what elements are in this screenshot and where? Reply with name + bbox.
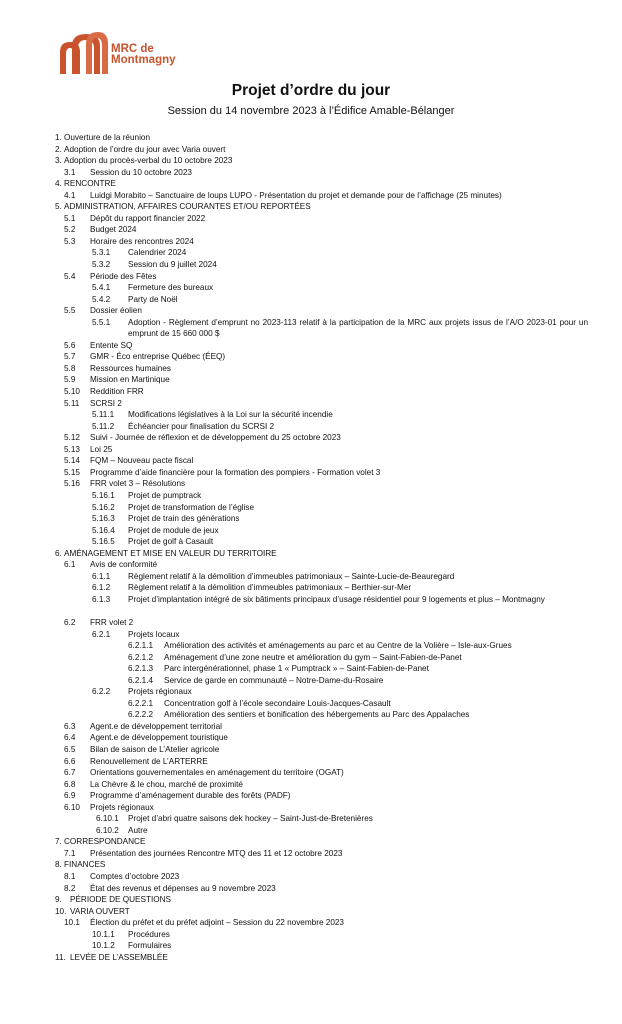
agenda-item-text: Projet d’abri quatre saisons dek hockey – Saint-Just-de-Bretenières bbox=[128, 814, 373, 824]
agenda-item-number: 5.3.1 bbox=[92, 248, 111, 258]
agenda-item bbox=[0, 894, 622, 906]
agenda-item-number: 5.16.5 bbox=[92, 537, 115, 547]
agenda-item bbox=[0, 836, 622, 848]
agenda-item bbox=[0, 883, 622, 895]
agenda-item-number: 5.11.1 bbox=[92, 410, 115, 420]
agenda-item-number: 3. bbox=[55, 156, 62, 166]
mrc-logo bbox=[58, 30, 188, 76]
agenda-item-text: Projet de golf à Casault bbox=[128, 537, 214, 547]
agenda-item bbox=[0, 675, 622, 687]
agenda-item-number: 6.7 bbox=[64, 768, 76, 778]
agenda-item-text: RENCONTRE bbox=[64, 179, 116, 189]
agenda-item bbox=[0, 906, 622, 918]
agenda-item bbox=[0, 213, 622, 225]
agenda-item-text: Adoption - Règlement d’emprunt no 2023-113 relatif à la participation de la MRC aux projets issus de l’A/O 2023-01 pour un emprunt de 15 660 000 $ bbox=[128, 317, 588, 339]
agenda-item bbox=[0, 144, 622, 156]
agenda-item-text: Session du 9 juillet 2024 bbox=[128, 260, 217, 270]
agenda-item bbox=[0, 490, 622, 502]
agenda-item bbox=[0, 224, 622, 236]
agenda-item bbox=[0, 663, 622, 675]
agenda-item-number: 5.10 bbox=[64, 387, 80, 397]
agenda-item-number: 5.5.1 bbox=[92, 317, 111, 327]
agenda-item bbox=[0, 767, 622, 779]
brand-line-2: Montmagny bbox=[111, 54, 176, 66]
agenda-item-text: Programme d’aménagement durable des forêts (PADF) bbox=[90, 791, 291, 801]
agenda-item bbox=[0, 848, 622, 860]
agenda-item-text: Adoption du procès-verbal du 10 octobre 2023 bbox=[64, 156, 233, 166]
agenda-item-text: Dossier éolien bbox=[90, 306, 142, 316]
agenda-item-text: Projet d’implantation intégré de six bâtiments principaux d’usage résidentiel pour 9 logements et plus – Montmagny bbox=[128, 594, 545, 604]
agenda-item-text: Fermeture des bureaux bbox=[128, 283, 214, 293]
agenda-item-number: 10.1 bbox=[64, 918, 80, 928]
agenda-item bbox=[0, 282, 622, 294]
agenda-item bbox=[0, 559, 622, 571]
agenda-item bbox=[0, 305, 622, 317]
agenda-item bbox=[0, 259, 622, 271]
agenda-item-number: 10.1.1 bbox=[92, 929, 115, 939]
agenda-item bbox=[0, 340, 622, 352]
agenda-item-number: 5.12 bbox=[64, 433, 80, 443]
agenda-item bbox=[0, 825, 622, 837]
agenda-item-text: Présentation des journées Rencontre MTQ des 11 et 12 octobre 2023 bbox=[90, 848, 343, 858]
agenda-item-number: 6.8 bbox=[64, 779, 76, 789]
agenda-item-text: Programme d’aide financière pour la formation des pompiers - Formation volet 3 bbox=[90, 467, 381, 477]
agenda-item bbox=[0, 813, 622, 825]
agenda-item-text: Amélioration des activités et aménagements au parc et au Centre de la Volière – Isle-aux-Grues bbox=[164, 641, 512, 651]
agenda-item-number: 6.10 bbox=[64, 802, 80, 812]
agenda-item-text: Projets régionaux bbox=[90, 802, 154, 812]
agenda-item-text: Adoption de l’ordre du jour avec Varia ouvert bbox=[64, 144, 226, 154]
agenda-item-number: 8.2 bbox=[64, 883, 76, 893]
agenda-item-text: Ressources humaines bbox=[90, 363, 172, 373]
agenda-item-text: Session du 10 octobre 2023 bbox=[90, 167, 192, 177]
agenda-item-number: 6.10.2 bbox=[96, 825, 119, 835]
agenda-item bbox=[0, 640, 622, 652]
agenda-item-text: CORRESPONDANCE bbox=[64, 837, 146, 847]
agenda-item-number: 6.2.1.3 bbox=[128, 664, 154, 674]
agenda-item bbox=[0, 386, 622, 398]
agenda-item-number: 5.16.2 bbox=[92, 502, 115, 512]
agenda-item bbox=[0, 132, 622, 144]
agenda-item-text: Renouvellement de L’ARTERRE bbox=[90, 756, 208, 766]
agenda-item-number: 6.2.1.2 bbox=[128, 652, 154, 662]
agenda-item-text: Avis de conformité bbox=[90, 560, 158, 570]
agenda-item-number: 2. bbox=[55, 144, 62, 154]
agenda-item-number: 5.6 bbox=[64, 340, 76, 350]
agenda-item-number: 6.2.2.1 bbox=[128, 698, 154, 708]
agenda-item-number: 6.4 bbox=[64, 733, 76, 743]
agenda-item-number: 5.5 bbox=[64, 306, 76, 316]
agenda-item-number: 8. bbox=[55, 860, 62, 870]
agenda-item-number: 6.3 bbox=[64, 721, 76, 731]
agenda-item bbox=[0, 271, 622, 283]
agenda-item-number: 5. bbox=[55, 202, 62, 212]
agenda-item-number: 6.2.2 bbox=[92, 687, 111, 697]
agenda-item bbox=[0, 940, 622, 952]
agenda-item-text: Orientations gouvernementales en aménagement du territoire (OGAT) bbox=[90, 768, 344, 778]
agenda-item-number: 5.3 bbox=[64, 236, 76, 246]
agenda-item bbox=[0, 374, 622, 386]
agenda-item-number: 5.11.2 bbox=[92, 421, 115, 431]
agenda-item bbox=[0, 178, 622, 190]
brand-line-1: MRC de bbox=[111, 43, 154, 55]
agenda-item bbox=[0, 571, 622, 583]
agenda-item-number: 5.4.2 bbox=[92, 294, 111, 304]
agenda-item bbox=[0, 721, 622, 733]
agenda-item bbox=[0, 582, 622, 594]
agenda-item-text: Projet de transformation de l’église bbox=[128, 502, 255, 512]
agenda-item-text: Agent.e de développement territorial bbox=[90, 721, 222, 731]
agenda-item-text: Aménagement d’une zone neutre et amélioration du gym – Saint-Fabien-de-Panet bbox=[164, 652, 462, 662]
agenda-item-text: SCRSI 2 bbox=[90, 398, 122, 408]
agenda-item-number: 6.2 bbox=[64, 617, 76, 627]
agenda-item bbox=[0, 455, 622, 467]
agenda-item-number: 5.9 bbox=[64, 375, 76, 385]
agenda-item bbox=[0, 432, 622, 444]
agenda-item bbox=[0, 351, 622, 363]
agenda-item-number: 1. bbox=[55, 133, 62, 142]
agenda-item bbox=[0, 398, 622, 410]
agenda-item-number: 7.1 bbox=[64, 848, 76, 858]
agenda-item-number: 5.16 bbox=[64, 479, 80, 489]
agenda-item-number: 5.1 bbox=[64, 213, 76, 223]
page-subtitle: Session du 14 novembre 2023 à l’Édifice Amable-Bélanger bbox=[167, 105, 455, 117]
arches-logo-icon bbox=[58, 30, 108, 76]
agenda-item bbox=[0, 502, 622, 514]
agenda-item-number: 6.2.1.1 bbox=[128, 641, 154, 651]
agenda-item-number: 5.16.4 bbox=[92, 525, 115, 535]
agenda-item bbox=[0, 952, 622, 964]
agenda-item-text: VARIA OUVERT bbox=[70, 906, 130, 916]
agenda-item bbox=[0, 871, 622, 883]
agenda-item-number: 7. bbox=[55, 837, 62, 847]
agenda-item bbox=[0, 478, 622, 490]
agenda-item-number: 10.1.2 bbox=[92, 941, 115, 951]
agenda-item-number: 5.14 bbox=[64, 456, 80, 466]
agenda-item-text: La Chèvre & le chou, marché de proximité bbox=[90, 779, 243, 789]
agenda-item-text: Reddition FRR bbox=[90, 387, 144, 397]
agenda-item-number: 4.1 bbox=[64, 190, 76, 200]
agenda-item-number: 6.1.1 bbox=[92, 571, 111, 581]
agenda-item bbox=[0, 155, 622, 167]
agenda-item-text: Comptes d’octobre 2023 bbox=[90, 872, 180, 881]
agenda-item-number: 6.2.1.4 bbox=[128, 675, 154, 685]
agenda-item bbox=[0, 629, 622, 641]
agenda-item-number: 6.10.1 bbox=[96, 814, 119, 824]
agenda-item-number: 5.4.1 bbox=[92, 283, 111, 293]
agenda-item bbox=[0, 790, 622, 802]
agenda-item-text: Ouverture de la réunion bbox=[64, 133, 151, 142]
agenda-item bbox=[0, 247, 622, 259]
agenda-item-text: PÉRIODE DE QUESTIONS bbox=[70, 895, 171, 905]
agenda-item bbox=[0, 294, 622, 306]
agenda-item-text: Concentration golf à l’école secondaire Louis-Jacques-Casault bbox=[164, 698, 391, 708]
agenda-item bbox=[0, 779, 622, 791]
agenda-item-text: Suivi - Journée de réflexion et de développement du 25 octobre 2023 bbox=[90, 433, 341, 443]
agenda-item-text: GMR - Éco entreprise Québec (ÉEQ) bbox=[90, 352, 226, 362]
agenda-list bbox=[0, 132, 622, 963]
agenda-item-number: 11. bbox=[55, 952, 66, 962]
agenda-item bbox=[0, 190, 622, 202]
agenda-item bbox=[0, 201, 622, 213]
agenda-item-number: 5.4 bbox=[64, 271, 76, 281]
agenda-item bbox=[0, 802, 622, 814]
agenda-item-number: 5.3.2 bbox=[92, 260, 111, 270]
agenda-item-text: Procédures bbox=[128, 929, 170, 939]
agenda-item-number: 5.7 bbox=[64, 352, 76, 362]
agenda-item bbox=[0, 467, 622, 479]
agenda-item-text: Amélioration des sentiers et bonification des hébergements au Parc des Appalaches bbox=[164, 710, 470, 720]
agenda-item bbox=[0, 859, 622, 871]
agenda-item bbox=[0, 444, 622, 456]
agenda-item-text: Agent.e de développement touristique bbox=[90, 733, 228, 743]
agenda-item bbox=[0, 686, 622, 698]
agenda-item-text: Règlement relatif à la démolition d’immeubles patrimoniaux – Berthier-sur-Mer bbox=[128, 583, 412, 593]
agenda-item bbox=[0, 917, 622, 929]
agenda-item-number: 5.15 bbox=[64, 467, 80, 477]
agenda-item-number: 5.8 bbox=[64, 363, 76, 373]
agenda-item bbox=[0, 363, 622, 375]
agenda-item-text: ADMINISTRATION, AFFAIRES COURANTES ET/OU REPORTÉES bbox=[64, 202, 311, 212]
agenda-item-text: Élection du préfet et du préfet adjoint – Session du 22 novembre 2023 bbox=[90, 918, 344, 928]
agenda-item-number: 6.5 bbox=[64, 744, 76, 754]
agenda-item-text: Service de garde en communauté – Notre-Dame-du-Rosaire bbox=[164, 675, 384, 685]
agenda-item-number: 5.11 bbox=[64, 398, 80, 408]
agenda-item-text: FQM – Nouveau pacte fiscal bbox=[90, 456, 194, 466]
agenda-item-number: 6.1.3 bbox=[92, 594, 111, 604]
agenda-item bbox=[0, 536, 622, 548]
agenda-item-text: FINANCES bbox=[64, 860, 106, 870]
agenda-item-text: Horaire des rencontres 2024 bbox=[90, 236, 194, 246]
agenda-item-number: 8.1 bbox=[64, 872, 76, 881]
agenda-item bbox=[0, 548, 622, 560]
agenda-item-number: 6.1.2 bbox=[92, 583, 111, 593]
agenda-item-text: Mission en Martinique bbox=[90, 375, 170, 385]
agenda-item-text: LEVÉE DE L’ASSEMBLÉE bbox=[70, 952, 168, 962]
brand-name bbox=[111, 44, 176, 66]
agenda-item bbox=[0, 167, 622, 179]
agenda-item-text: Loi 25 bbox=[90, 444, 113, 454]
agenda-item-text: Dépôt du rapport financier 2022 bbox=[90, 213, 206, 223]
agenda-item bbox=[0, 732, 622, 744]
agenda-item-text: Règlement relatif à la démolition d’immeubles patrimoniaux – Sainte-Lucie-de-Beauregard bbox=[128, 571, 455, 581]
agenda-item-number: 6.2.1 bbox=[92, 629, 111, 639]
agenda-item-number: 6.2.2.2 bbox=[128, 710, 154, 720]
agenda-item-text: Projets locaux bbox=[128, 629, 180, 639]
agenda-item bbox=[0, 525, 622, 537]
page-title: Projet d’ordre du jour bbox=[231, 82, 391, 99]
agenda-item-text: Party de Noël bbox=[128, 294, 178, 304]
agenda-item bbox=[0, 617, 622, 629]
agenda-item-text: Autre bbox=[128, 825, 148, 835]
agenda-item bbox=[0, 709, 622, 721]
agenda-item-text: Projet de pumptrack bbox=[128, 490, 202, 500]
agenda-item-text: Période des Fêtes bbox=[90, 271, 157, 281]
agenda-item-text: Projet de module de jeux bbox=[128, 525, 219, 535]
agenda-item bbox=[0, 409, 622, 421]
agenda-item bbox=[0, 421, 622, 433]
agenda-item-number: 3.1 bbox=[64, 167, 76, 177]
agenda-item-number: 6.1 bbox=[64, 560, 76, 570]
agenda-item bbox=[0, 236, 622, 248]
agenda-item-text: Projet de train des générations bbox=[128, 514, 240, 524]
agenda-item-text: FRR volet 3 – Résolutions bbox=[90, 479, 186, 489]
agenda-item bbox=[0, 929, 622, 941]
agenda-item-text: Échéancier pour finalisation du SCRSI 2 bbox=[128, 421, 275, 431]
agenda-item-number: 5.13 bbox=[64, 444, 80, 454]
agenda-item-text: Entente SQ bbox=[90, 340, 133, 350]
agenda-item-text: Projets régionaux bbox=[128, 687, 192, 697]
agenda-item-text: FRR volet 2 bbox=[90, 617, 134, 627]
agenda-item bbox=[0, 652, 622, 664]
agenda-item-number: 5.16.3 bbox=[92, 514, 115, 524]
agenda-item-text: Parc intergénérationnel, phase 1 « Pumptrack » – Saint-Fabien-de-Panet bbox=[164, 664, 429, 674]
agenda-item-number: 5.2 bbox=[64, 225, 76, 235]
agenda-item-text: Budget 2024 bbox=[90, 225, 137, 235]
agenda-item-text: Luidgi Morabito – Sanctuaire de loups LUPO - Présentation du projet et demande pour de l’affichage (25 minutes) bbox=[90, 190, 502, 200]
agenda-item-number: 6. bbox=[55, 548, 62, 558]
agenda-item bbox=[0, 317, 622, 340]
agenda-item-text: État des revenus et dépenses au 9 novembre 2023 bbox=[90, 883, 276, 893]
agenda-item-text: Formulaires bbox=[128, 941, 172, 951]
agenda-item bbox=[0, 756, 622, 768]
agenda-item-number: 4. bbox=[55, 179, 62, 189]
agenda-item bbox=[0, 698, 622, 710]
agenda-item bbox=[0, 513, 622, 525]
agenda-item-text: Bilan de saison de L’Atelier agricole bbox=[90, 744, 220, 754]
agenda-item bbox=[0, 594, 622, 617]
agenda-item-number: 5.16.1 bbox=[92, 490, 115, 500]
agenda-item-number: 10. bbox=[55, 906, 67, 916]
agenda-item-number: 6.6 bbox=[64, 756, 76, 766]
agenda-item-number: 9. bbox=[55, 895, 62, 905]
agenda-item bbox=[0, 744, 622, 756]
agenda-item-number: 6.9 bbox=[64, 791, 76, 801]
agenda-item-text: Modifications législatives à la Loi sur la sécurité incendie bbox=[128, 410, 333, 420]
agenda-item-text: AMÉNAGEMENT ET MISE EN VALEUR DU TERRITOIRE bbox=[64, 548, 277, 558]
agenda-item-text: Calendrier 2024 bbox=[128, 248, 187, 258]
